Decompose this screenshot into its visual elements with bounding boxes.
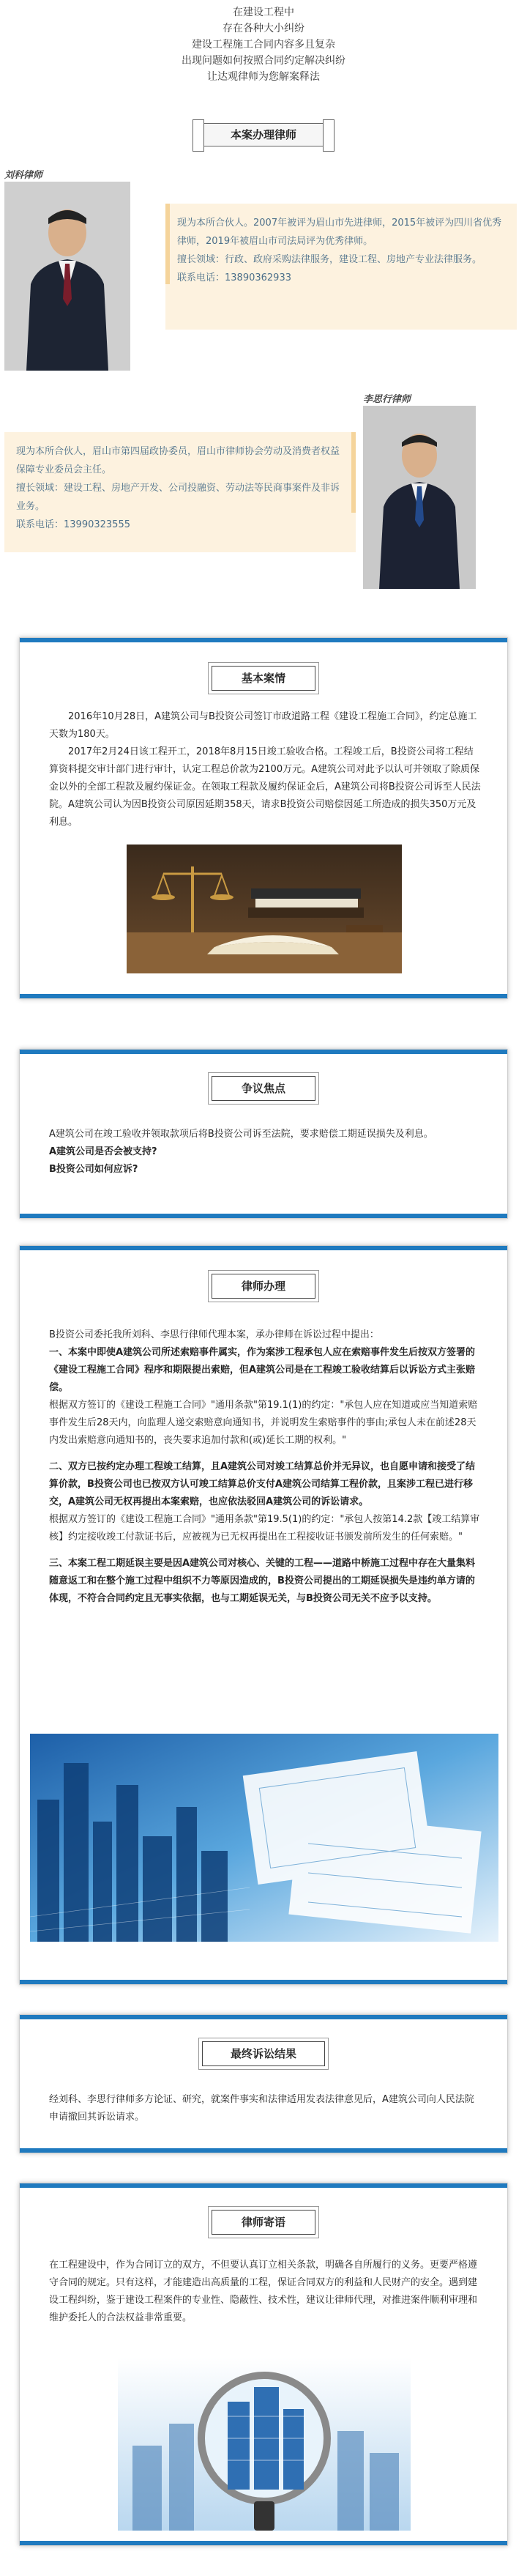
lawyer1-name: 刘科律师: [4, 170, 43, 181]
result-card: [19, 2014, 508, 2153]
case-facts-p2: 2017年2月24日该工程开工，2018年8月15日竣工验收合格。工程竣工后，B投资公司将工程结算资料提交审计部门进行审计，认定工程总价款为2100万元。A建筑公司对此予以认可并领取了除质保金以外的全部工程款及履约保证金。在领取工程款及履约保证金后，A建筑公司将B投资公司诉至人民法院。A建筑公司认为因B投资公司原因延期358天，请求B投资公司赔偿因延工所造成的损失350万元及利息。: [49, 746, 481, 828]
case-facts-card: [19, 637, 508, 999]
bio-accent-bar: [351, 432, 356, 513]
lawyer2-name: 李思行律师: [363, 394, 411, 405]
card-top-bar: [20, 1246, 507, 1250]
dispute-title: 争议焦点: [212, 1076, 315, 1101]
bio-accent-bar: [165, 204, 170, 284]
handling-point3: 三、本案工程工期延误主要是因A建筑公司对核心、关键的工程——道路中桥施工过程中存在大量集料随意返工和在整个施工过程中组织不力等原因造成的，B投资公司提出的工期延误损失是违约单方请的体现，不符合合同约定且无事实依据，也与工期延误无关，与B投资公司无关不应予以支持。: [49, 1558, 476, 1604]
dispute-q1: A建筑公司是否会被支持?: [49, 1146, 157, 1157]
dispute-q2: B投资公司如何应诉?: [49, 1164, 138, 1175]
intro-line: 出现问题如何按照合同约定解决纠纷: [182, 55, 345, 67]
lawyers-section-title: 本案办理律师: [198, 123, 329, 146]
result-text: 经刘科、李思行律师多方论证、研究，就案件事实和法律适用发表法律意见后，A建筑公司向人民法院申请撤回其诉讼请求。: [49, 2094, 474, 2123]
card-top-bar: [20, 1050, 507, 1054]
lawyer2-bio: 现为本所合伙人，眉山市第四届政协委员，眉山市律师协会劳动及消费者权益保障专业委员会主任。: [16, 446, 340, 475]
lawyer1-expertise: 擅长领域：行政、政府采购法律服务，建设工程、房地产专业法律服务。: [177, 254, 482, 265]
card-bottom-bar: [20, 2541, 507, 2545]
magnifier-building-image: [118, 2358, 411, 2531]
handling-point2-basis: 根据双方签订的《建设工程施工合同》"通用条款"第19.5(1)的约定："承包人按第14.2款【竣工结算审核】约定接收竣工付款证书后，应被视为已无权再提出在工程接收证书颁发前所发生的任何索赔。": [49, 1514, 480, 1543]
lawyers-banner: [0, 119, 527, 151]
lawyer1-photo: [4, 182, 130, 371]
case-facts-title: 基本案情: [212, 666, 315, 691]
case-facts-text: [49, 708, 481, 831]
lawyer1-bio: 现为本所合伙人。2007年被评为眉山市先进律师，2015年被评为四川省优秀律师，2019年被眉山市司法局评为优秀律师。: [177, 218, 502, 247]
card-top-bar: [20, 2015, 507, 2019]
result-title: 最终诉讼结果: [202, 2041, 325, 2066]
message-title: 律师寄语: [212, 2210, 315, 2235]
lawyer1-bio-box: [165, 204, 517, 330]
message-card: [19, 2183, 508, 2546]
lawyer1-portrait-icon: [4, 182, 130, 371]
case-facts-p1: 2016年10月28日，A建筑公司与B投资公司签订市政道路工程《建设工程施工合同》，约定总施工天数为180天。: [49, 711, 477, 740]
message-text: 在工程建设中，作为合同订立的双方，不但要认真订立相关条款，明确各自所履行的义务。更要严格遵守合同的规定。只有这样，才能建造出高质量的工程，保证合同双方的利益和人民财产的安全。遇到建设工程纠纷，鉴于建设工程案件的专业性、隐蔽性、技术性，建议让律师代理，对推进案件顺利审理和维护委托人的合法权益非常重要。: [49, 2260, 478, 2323]
handling-point1: 一、本案中即使A建筑公司所述索赔事件属实，作为案涉工程承包人应在索赔事件发生后按双方签署的《建设工程施工合同》程序和期限提出索赔，但A建筑公司是在工程竣工验收结算后以诉讼方式主张赔偿。: [49, 1347, 476, 1393]
handling-p0: B投资公司委托我所刘科、李思行律师代理本案，承办律师在诉讼过程中提出：: [49, 1329, 379, 1340]
intro-line: 建设工程施工合同内容多且复杂: [192, 39, 335, 51]
handling-card: [19, 1245, 508, 1985]
card-bottom-bar: [20, 1214, 507, 1218]
card-top-bar: [20, 638, 507, 642]
intro-line: 在建设工程中: [233, 7, 294, 18]
intro-line: 存在各种大小纠纷: [223, 23, 304, 34]
law-books-image: [127, 845, 402, 973]
lawyer2-expertise: 擅长领域：建设工程、房地产开发、公司投融资、劳动法等民商事案件及非诉业务。: [16, 483, 340, 512]
dispute-p1: A建筑公司在竣工验收并领取款项后将B投资公司诉至法院，要求赔偿工期延误损失及利息。: [49, 1129, 433, 1140]
handling-title: 律师办理: [212, 1274, 315, 1299]
handling-text: [49, 1326, 481, 1608]
handling-point2: 二、双方已按约定办理工程竣工结算，且A建筑公司对竣工结算总价并无异议，也自愿申请和接受了结算价款，B投资公司也已按双方认可竣工结算总价支付A建筑公司结算工程价款，且案涉工程已进行移交，A建筑公司无权再提出本案索赔，也应依法驳回A建筑公司的诉讼请求。: [49, 1461, 476, 1507]
scales-and-books-icon: [127, 845, 402, 973]
city-and-blueprints-icon: [30, 1734, 498, 1942]
card-bottom-bar: [20, 2148, 507, 2153]
intro-line: 让达观律师为您解案释法: [207, 71, 320, 83]
lawyer2-portrait-icon: [363, 406, 476, 589]
city-blueprint-image: [30, 1734, 498, 1942]
card-bottom-bar: [20, 1980, 507, 1984]
intro-lines: [0, 0, 527, 85]
card-bottom-bar: [20, 994, 507, 998]
dispute-text: [49, 1126, 481, 1178]
lawyer1-phone: 联系电话：13890362933: [177, 272, 291, 283]
dispute-card: [19, 1049, 508, 1219]
lawyer2-photo: [363, 406, 476, 589]
lawyer2-bio-box: [4, 432, 356, 552]
card-top-bar: [20, 2183, 507, 2188]
lawyer2-phone: 联系电话：13990323555: [16, 519, 130, 530]
handling-point1-basis: 根据双方签订的《建设工程施工合同》"通用条款"第19.1(1)的约定："承包人应在知道或应当知道索赔事件发生后28天内，向监理人递交索赔意向通知书，并说明发生索赔事件的事由;承包人未在前述28天内发出索赔意向通知书的，丧失要求追加付款和(或)延长工期的权利。": [49, 1400, 478, 1446]
magnifier-buildings-icon: [118, 2358, 411, 2531]
